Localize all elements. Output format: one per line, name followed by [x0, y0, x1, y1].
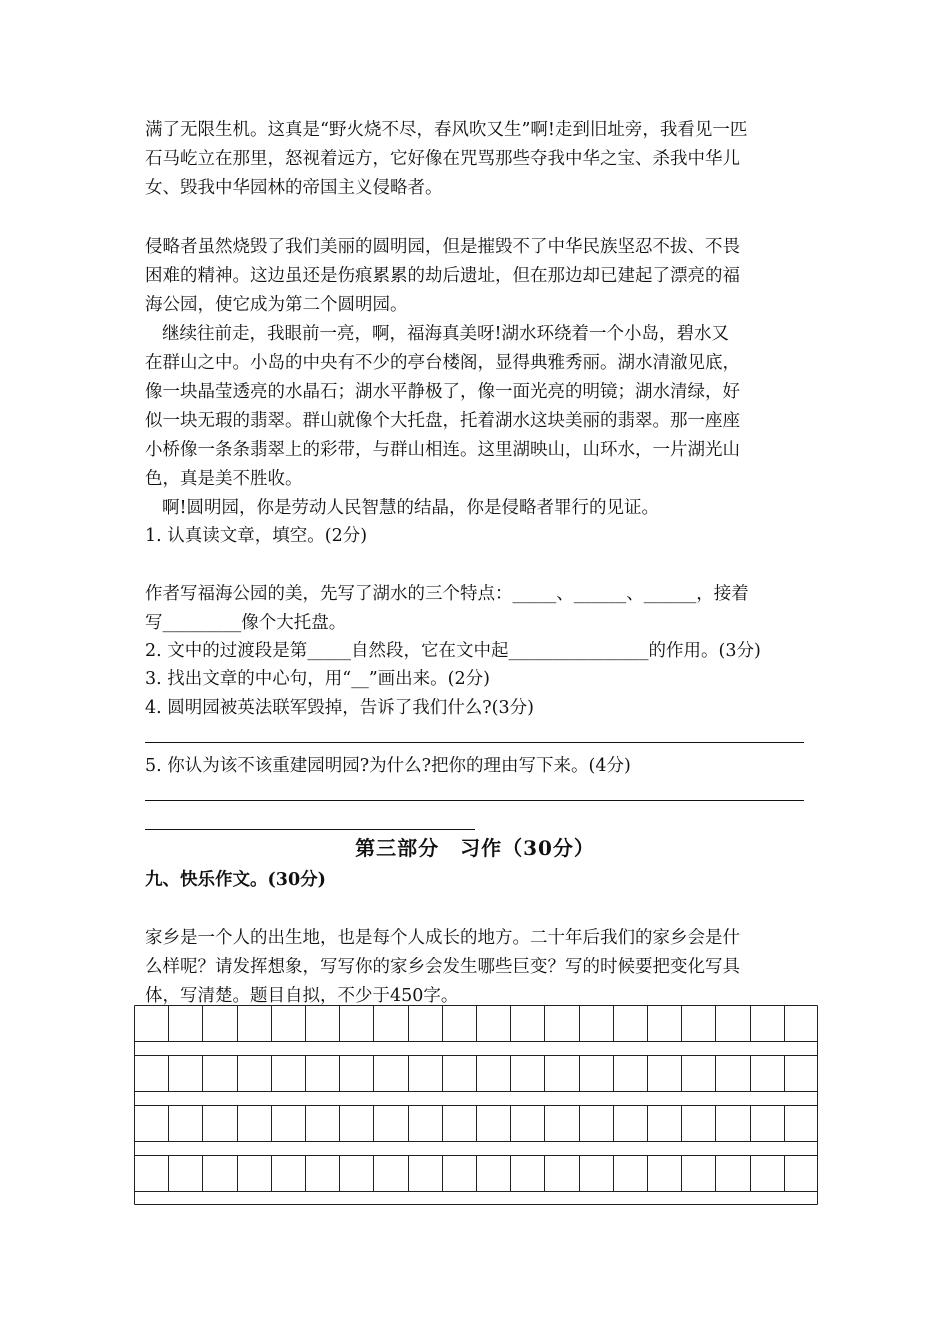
question-2: 2. 文中的过渡段是第_____自然段，它在文中起________________的作用。(3分) — [145, 641, 761, 661]
passage-line: 满了无限生机。这真是“野火烧不尽，春风吹又生”啊!走到旧址旁，我看见一匹 — [145, 120, 748, 140]
passage-line: 侵略者虽然烧毁了我们美丽的圆明园，但是摧毁不了中华民族坚忍不拔、不畏 — [145, 237, 740, 257]
passage-line: 在群山之中。小岛的中央有不少的亭台楼阁，显得典雅秀丽。湖水清澈见底， — [145, 353, 740, 373]
answer-line[interactable] — [145, 800, 804, 801]
question-1-fill-line: 作者写福海公园的美，先写了湖水的三个特点：_____、______、______，接着 — [145, 584, 749, 604]
question-4: 4. 圆明园被英法联军毁掉，告诉了我们什么?(3分) — [145, 698, 534, 718]
passage-line: 像一块晶莹透亮的水晶石；湖水平静极了，像一面光亮的明镜；湖水清绿，好 — [145, 382, 740, 402]
part-heading: 第三部分 习作（30分） — [355, 836, 595, 860]
passage-line: 困难的精神。这边虽还是伤痕累累的劫后遗址，但在那边却已建起了漂亮的福 — [145, 266, 740, 286]
prompt-line: 体，写清楚。题目自拟，不少于450字。 — [145, 986, 459, 1006]
passage-line: 石马屹立在那里，怒视着远方，它好像在咒骂那些夺我中华之宝、杀我中华儿 — [145, 149, 740, 169]
passage-line: 小桥像一条条翡翠上的彩带，与群山相连。这里湖映山，山环水，一片湖光山 — [145, 440, 740, 460]
writing-grid[interactable] — [134, 1005, 818, 1205]
answer-line[interactable] — [145, 829, 475, 830]
prompt-line: 家乡是一个人的出生地，也是每个人成长的地方。二十年后我们的家乡会是什 — [145, 928, 740, 948]
section-title: 九、快乐作文。(30分) — [145, 870, 326, 890]
prompt-line: 么样呢？请发挥想象，写写你的家乡会发生哪些巨变？写的时候要把变化写具 — [145, 957, 740, 977]
passage-line: 海公园，使它成为第二个圆明园。 — [145, 295, 408, 315]
passage-closing-line: 啊!圆明园，你是劳动人民智慧的结晶，你是侵略者罪行的见证。 — [162, 498, 660, 518]
passage-line: 继续往前走，我眼前一亮，啊，福海真美呀!湖水环绕着一个小岛，碧水又 — [162, 324, 730, 344]
passage-line: 似一块无瑕的翡翠。群山就像个大托盘，托着湖水这块美丽的翡翠。那一座座 — [145, 411, 740, 431]
question-3: 3. 找出文章的中心句，用“__”画出来。(2分) — [145, 669, 490, 689]
answer-line[interactable] — [145, 742, 804, 743]
passage-line: 女、毁我中华园林的帝国主义侵略者。 — [145, 178, 443, 198]
question-1-fill-line: 写_________像个大托盘。 — [145, 613, 347, 633]
question-5: 5. 你认为该不该重建园明园?为什么?把你的理由写下来。(4分) — [145, 756, 631, 776]
question-1: 1. 认真读文章，填空。(2分) — [145, 526, 368, 546]
passage-line: 色，真是美不胜收。 — [145, 469, 303, 489]
